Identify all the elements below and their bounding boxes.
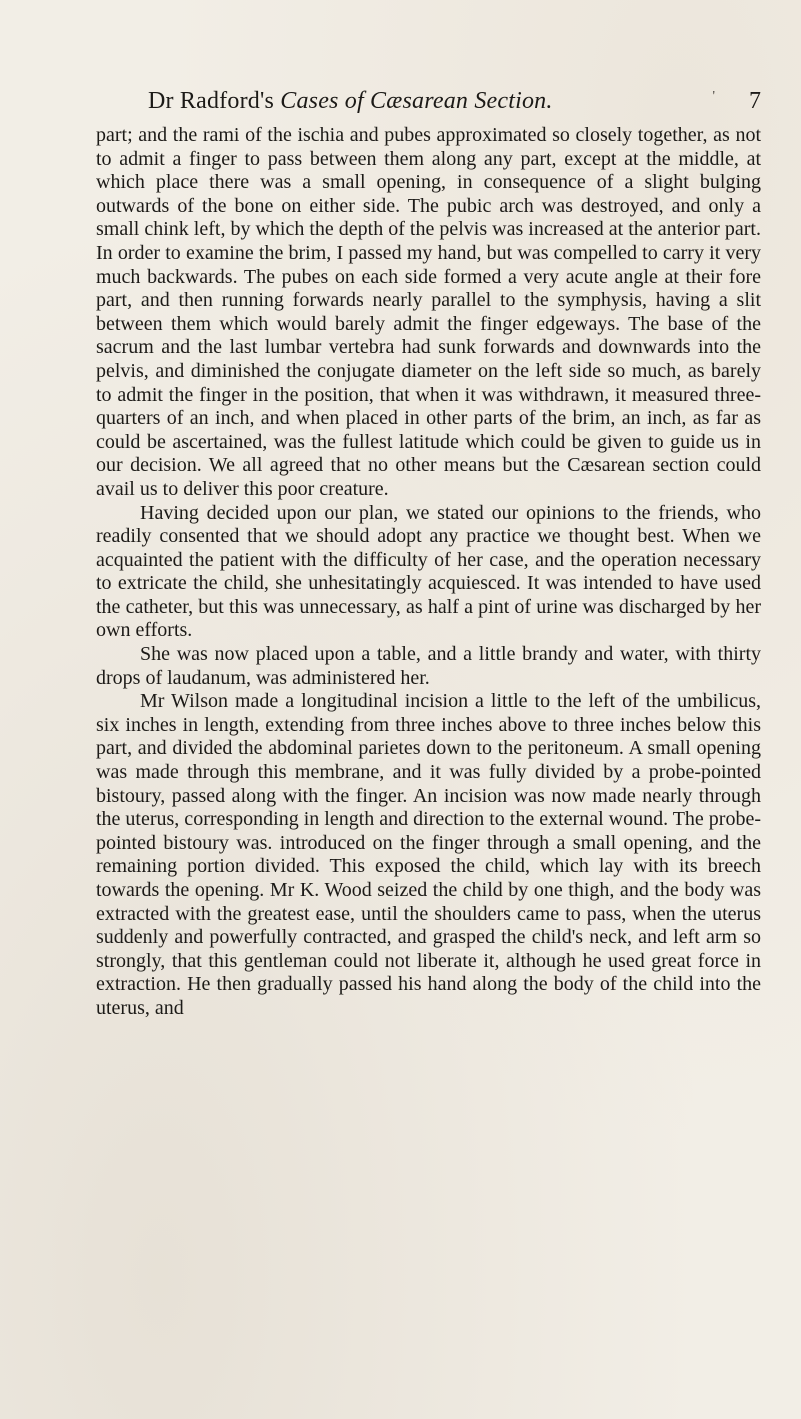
- page-number: 7: [749, 88, 761, 114]
- running-title-author: Dr Radford's: [148, 88, 275, 114]
- paragraph-4: Mr Wilson made a longitudinal incision a little to the left of the umbilicus, six inches in length, extending from three inches above to three inches below this part, and divided the abdominal parietes down to the peritoneum. A small opening was made through this membrane, and it was fully divided by a probe-pointed bistoury, passed along with the finger. An incision was now made nearly through the uterus, corresponding in length and direction to the external wound. The probe-pointed bistoury was. introduced on the finger through a small opening, and the remaining portion divided. This exposed the child, which lay with its breech towards the opening. Mr K. Wood seized the child by one thigh, and the body was extracted with the greatest ease, until the shoulders came to pass, when the uterus suddenly and powerfully contracted, and grasped the child's neck, and left arm so strongly, that this gentleman could not liberate it, although he used great force in extraction. He then gradually passed his hand along the body of the child into the uterus, and: [96, 690, 761, 1019]
- running-title-work: Cases of Cæsarean Section.: [280, 88, 553, 114]
- running-head: [96, 86, 761, 120]
- paragraph-3: She was now placed upon a table, and a little brandy and water, with thirty drops of laudanum, was administered her.: [96, 643, 761, 689]
- paragraph-1: part; and the rami of the ischia and pubes approximated so closely together, as not to admit a finger to pass between them along any part, except at the middle, at which place there was a small opening, in consequence of a slight bulging outwards of the bone on either side. The pubic arch was destroyed, and only a small chink left, by which the depth of the pelvis was increased at the anterior part. In order to examine the brim, I passed my hand, but was compelled to carry it very much backwards. The pubes on each side formed a very acute angle at their fore part, and then running forwards nearly parallel to the symphysis, having a slit between them which would barely admit the finger edgeways. The base of the sacrum and the last lumbar vertebra had sunk forwards and downwards into the pelvis, and diminished the conjugate diameter on the left side so much, as barely to admit the finger in the position, that when it was withdrawn, it measured three-quarters of an inch, and when placed in other parts of the brim, an inch, as far as could be ascertained, was the fullest latitude which could be given to guide us in our decision. We all agreed that no other means but the Cæsarean section could avail us to deliver this poor creature.: [96, 124, 761, 500]
- page-number-mark: ': [712, 89, 715, 104]
- paragraph-2: Having decided upon our plan, we stated our opinions to the friends, who readily consented that we should adopt any practice we thought best. When we acquainted the patient with the difficulty of her case, and the operation necessary to extricate the child, she unhesitatingly acquiesced. It was intended to have used the catheter, but this was unnecessary, as half a pint of urine was discharged by her own efforts.: [96, 501, 761, 642]
- body-text: [96, 124, 761, 1021]
- running-title: [148, 86, 553, 116]
